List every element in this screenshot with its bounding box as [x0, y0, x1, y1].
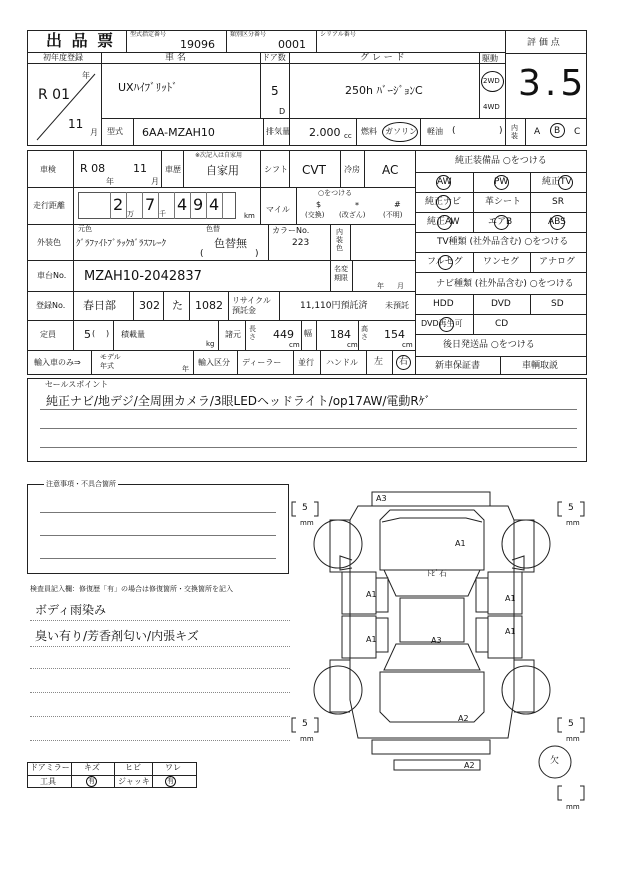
- reg-kana: た: [172, 299, 183, 312]
- navi-cd: CD: [495, 319, 509, 329]
- legend-break: ワレ: [165, 763, 181, 772]
- note-line-2: 臭い有り/芳香剤匂い/内張キズ: [35, 629, 199, 643]
- color-value: ｸﾞﾗﾌｧｲﾄﾌﾞﾗｯｸｶﾞﾗｽﾌﾚｰｸ: [76, 239, 167, 249]
- serial-label: シリアル番号: [320, 31, 356, 38]
- chassis-label: 車台No.: [37, 271, 67, 280]
- reg-label: 登録No.: [36, 301, 66, 310]
- reg-area: 春日部: [83, 299, 116, 312]
- light-oil-label: 軽油: [427, 127, 443, 136]
- opt-airbag: エアB: [488, 217, 513, 227]
- navi-label: ナビ種類 (社外品含む) ○をつける: [436, 279, 574, 289]
- model-value: 6AA-MZAH10: [142, 126, 215, 139]
- ac-value: AC: [382, 163, 399, 177]
- capacity-value: 5: [84, 328, 91, 341]
- handle-left: 左: [374, 357, 384, 367]
- mark-hood: A1: [455, 539, 466, 548]
- legend-door-mirror: ドアミラー: [30, 763, 70, 772]
- cat-no-label: 類別区分番号: [230, 31, 267, 38]
- dims-label: 諸元: [225, 330, 241, 339]
- later-label: 後日発送品 ○をつける: [443, 340, 535, 350]
- navi-dvd: DVD: [491, 299, 511, 309]
- history-label: 車歴: [165, 165, 181, 174]
- legend-scratch: キズ: [84, 763, 100, 772]
- first-reg-month: 11: [68, 117, 84, 131]
- drive-4wd: 4WD: [483, 103, 500, 111]
- door-type: D: [279, 107, 286, 116]
- spare-missing: 欠: [550, 756, 560, 766]
- fuel-label: 燃料: [361, 127, 377, 136]
- legend-tool: 工具: [40, 777, 56, 786]
- color-no-value: 223: [292, 238, 310, 248]
- import-label: 輸入車のみ⇒: [34, 358, 81, 367]
- mile-label: マイル: [266, 205, 290, 214]
- chassis-value: MZAH10-2042837: [84, 269, 202, 284]
- recycle-unpaid: 未預託: [385, 301, 409, 310]
- inspection-label: 車検: [40, 165, 56, 174]
- mark-rear-panel: A2: [464, 761, 475, 770]
- shift-value: CVT: [302, 163, 326, 177]
- year-unit: 年: [82, 71, 90, 80]
- history-value: 自家用: [206, 164, 239, 177]
- displacement-label: 排気量: [266, 127, 290, 136]
- tv-analog: アナログ: [539, 257, 576, 267]
- mileage-digit-2: 7: [145, 195, 156, 214]
- handle-right: 右: [399, 357, 409, 367]
- interior-c: C: [574, 127, 581, 137]
- type-no: 19096: [180, 38, 215, 51]
- recycle-label: リサイクル預託金: [232, 296, 271, 315]
- first-reg-label: 初年度登録: [43, 53, 83, 62]
- navi-dvd-play: DVD再生可: [421, 319, 463, 328]
- sales-point-text: 純正ナビ/地デジ/全周囲カメラ/3眼LEDヘッドライト/op17AW/電動Rｹﾞ: [46, 394, 431, 408]
- width-value: 184: [330, 328, 351, 341]
- mark-windshield: ﾄﾋﾞ石: [427, 569, 447, 578]
- int-color-label: 内装色: [336, 228, 343, 252]
- displacement-value: 2.000: [309, 126, 341, 139]
- opt-abs: ABS: [548, 217, 566, 227]
- mileage-digit-4: 9: [193, 195, 204, 214]
- form-title: 出 品 票: [46, 31, 116, 50]
- door-count: 5: [271, 84, 279, 98]
- ac-label: 冷房: [344, 165, 360, 174]
- later-warranty: 新車保証書: [435, 361, 481, 371]
- month-unit: 月: [90, 128, 98, 137]
- history-note: ※次記入は自家用: [195, 152, 243, 159]
- color-no-label: カラーNo.: [272, 226, 310, 235]
- legend-crack: ヒビ: [125, 763, 141, 772]
- interior-label: 内装: [511, 124, 518, 140]
- opt-aw: AW: [437, 177, 452, 187]
- grade-score-label: 評 価 点: [527, 38, 560, 48]
- later-manual: 車輌取説: [522, 361, 559, 371]
- tv-fullseg: フルセグ: [427, 257, 463, 267]
- mileage-digit-3: 4: [177, 195, 188, 214]
- height-value: 154: [384, 328, 405, 341]
- tv-label: TV種類 (社外品含む) ○をつける: [437, 237, 569, 247]
- parallel-option: 並行: [298, 358, 314, 367]
- model-year-label: モデル年式: [100, 353, 121, 370]
- cc-unit: cc: [344, 132, 352, 140]
- color-change-value: 色替無: [214, 237, 247, 250]
- length-label: 長さ: [249, 325, 256, 341]
- dealer-option: ディーラー: [242, 358, 282, 367]
- car-name: UXﾊｲﾌﾞﾘｯﾄﾞ: [118, 81, 178, 94]
- drive-label: 駆動: [482, 54, 498, 63]
- interior-a: A: [534, 127, 541, 137]
- mileage-digit-5: 4: [209, 195, 220, 214]
- tire-depth-fl: 5: [302, 503, 308, 513]
- orig-color-label: 元色: [78, 225, 92, 233]
- tire-depth-rl: 5: [302, 719, 308, 729]
- opt-sr: SR: [552, 197, 564, 207]
- mark-left-front-door: A1: [366, 590, 377, 599]
- fuel-value: ガソリン: [385, 127, 417, 136]
- mileage-circle-note: ○をつける: [318, 189, 353, 197]
- note-line-1: ボディ雨染み: [35, 603, 107, 617]
- opt-genuine-tv: 純正TV: [542, 177, 572, 187]
- cat-no: 0001: [278, 38, 306, 51]
- legend-jack-value: 有: [167, 777, 174, 785]
- genuine-label: 純正装備品 ○をつける: [455, 156, 547, 166]
- first-reg-era: R 01: [38, 87, 70, 103]
- mark-rear-bumper: A2: [458, 714, 469, 723]
- navi-hdd: HDD: [433, 299, 454, 309]
- width-label: 幅: [304, 329, 312, 338]
- length-value: 449: [273, 328, 294, 341]
- handle-label: ハンドル: [326, 358, 358, 367]
- import-type-label: 輸入区分: [198, 358, 230, 367]
- opt-genuine-navi: 純正ナビ: [425, 197, 462, 207]
- opt-leather: 革シート: [485, 197, 522, 207]
- name-change-label: 名変期限: [334, 265, 348, 282]
- tire-depth-rr: 5: [568, 719, 574, 729]
- grade-score: 3.5: [518, 63, 588, 104]
- recycle-value: 11,110円預託済: [300, 301, 368, 311]
- name-label: 車 名: [165, 53, 186, 63]
- opt-pw: PW: [494, 177, 509, 187]
- inspection-month: 11: [133, 162, 147, 175]
- interior-b: B: [554, 126, 561, 136]
- reg-class: 302: [139, 299, 160, 312]
- reg-number: 1082: [195, 299, 223, 312]
- spare-mm: mm: [566, 803, 580, 811]
- grade-value: 250h ﾊﾞｰｼﾞｮﾝC: [345, 84, 423, 97]
- color-label: 外装色: [37, 238, 61, 247]
- mark-right-rear-door: A1: [505, 627, 516, 636]
- model-label: 型式: [107, 127, 123, 136]
- tire-depth-fr: 5: [568, 503, 574, 513]
- opt-genuine-aw: 純正AW: [427, 217, 460, 227]
- legend-tool-value: 有: [88, 777, 95, 785]
- type-no-label: 型式指定番号: [130, 31, 167, 38]
- mark-front-bumper: A3: [376, 494, 387, 503]
- mileage-digit-1: 2: [113, 195, 124, 214]
- shift-label: シフト: [264, 165, 288, 174]
- inspector-label: 検査員記入欄：修復歴「有」の場合は修復箇所・交換箇所を記入: [30, 585, 233, 593]
- capacity-label: 定員: [40, 330, 56, 339]
- mileage-label: 走行距離: [33, 201, 65, 210]
- caution-label: 注意事項・不具合箇所: [46, 480, 116, 488]
- mark-roof: A3: [431, 636, 442, 645]
- grade-label: グ レ ー ド: [360, 53, 405, 63]
- door-label: ドア数: [262, 53, 286, 62]
- drive-2wd: 2WD: [483, 77, 500, 85]
- load-label: 積載量: [121, 330, 145, 339]
- mark-right-front-door: A1: [505, 594, 516, 603]
- navi-sd: SD: [551, 299, 564, 309]
- sales-point-label: セールスポイント: [45, 380, 109, 389]
- inspection-value: R 08: [80, 162, 106, 175]
- mark-left-rear-door: A1: [366, 635, 377, 644]
- tv-oneseg: ワンセグ: [483, 257, 520, 267]
- legend-jack: ジャッキ: [118, 777, 150, 786]
- height-label: 高さ: [361, 325, 368, 341]
- color-change-label: 色替: [206, 225, 220, 233]
